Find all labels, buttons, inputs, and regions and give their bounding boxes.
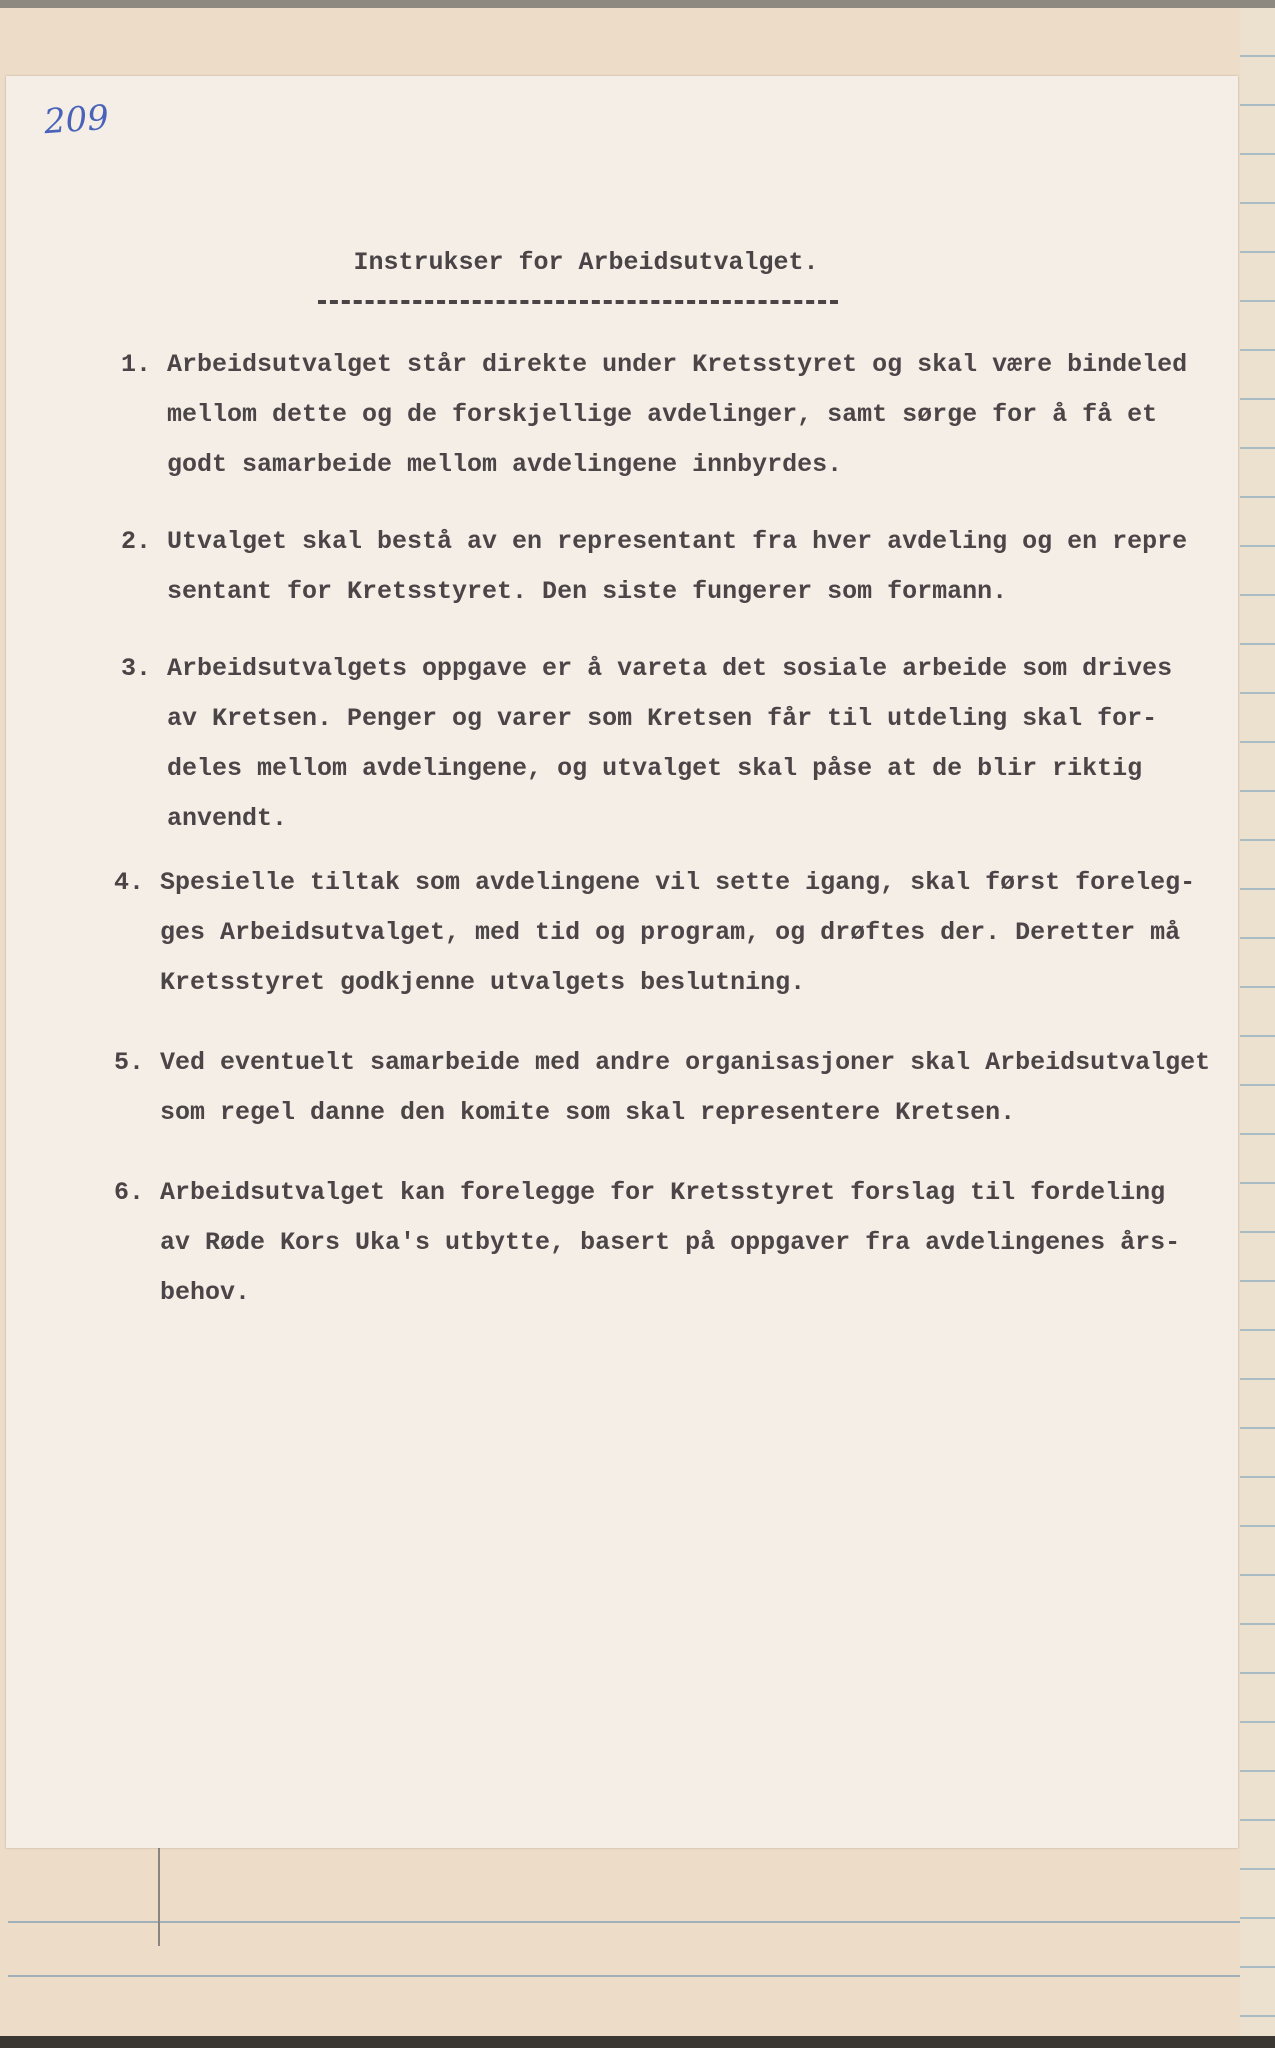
ledger-line — [8, 1921, 1240, 1923]
item-text-line: behov. — [160, 1278, 251, 1307]
item-number: 2. — [121, 527, 152, 556]
item-text-line: Arbeidsutvalget kan forelegge for Kretsstyret forslag til fordeling — [160, 1178, 1166, 1207]
item-text-line: godt samarbeide mellom avdelingene innbyrdes. — [167, 450, 843, 479]
ledger-margin-line — [158, 1848, 160, 1946]
item-number: 6. — [114, 1178, 145, 1207]
typed-sheet — [6, 76, 1238, 1848]
item-text-line: sentant for Kretsstyret. Den siste fungerer som formann. — [167, 577, 1008, 606]
item-text-line: Kretsstyret godkjenne utvalgets beslutning. — [160, 968, 806, 997]
item-text-line: deles mellom avdelingene, og utvalget skal påse at de blir riktig — [167, 754, 1143, 783]
title-underline — [318, 300, 838, 304]
item-number: 5. — [114, 1048, 145, 1077]
item-number: 3. — [121, 654, 152, 683]
item-text-line: Arbeidsutvalget står direkte under Kretsstyret og skal være bindeled — [167, 350, 1188, 379]
item-number: 1. — [121, 350, 152, 379]
document-title: Instrukser for Arbeidsutvalget. — [353, 248, 819, 277]
top-edge — [0, 0, 1275, 8]
item-text-line: som regel danne den komite som skal representere Kretsen. — [160, 1098, 1016, 1127]
item-text-line: av Kretsen. Penger og varer som Kretsen får til utdeling skal for- — [167, 704, 1158, 733]
item-text-line: Ved eventuelt samarbeide med andre organisasjoner skal Arbeidsutvalget — [160, 1048, 1211, 1077]
item-text-line: Spesielle tiltak som avdelingene vil sette igang, skal først foreleg- — [160, 868, 1196, 897]
item-text-line: mellom dette og de forskjellige avdelinger, samt sørge for å få et — [167, 400, 1158, 429]
ledger-line — [8, 1975, 1240, 1977]
item-number: 4. — [114, 868, 145, 897]
item-text-line: Utvalget skal bestå av en representant fra hver avdeling og en repre — [167, 527, 1188, 556]
item-text-line: anvendt. — [167, 804, 288, 833]
item-text-line: av Røde Kors Uka's utbytte, basert på oppgaver fra avdelingenes års- — [160, 1228, 1181, 1257]
item-text-line: ges Arbeidsutvalget, med tid og program, og drøftes der. Deretter må — [160, 918, 1181, 947]
handwritten-page-number: 209 — [42, 97, 111, 143]
ledger-right-edge — [1240, 8, 1275, 2036]
item-text-line: Arbeidsutvalgets oppgave er å vareta det sosiale arbeide som drives — [167, 654, 1173, 683]
